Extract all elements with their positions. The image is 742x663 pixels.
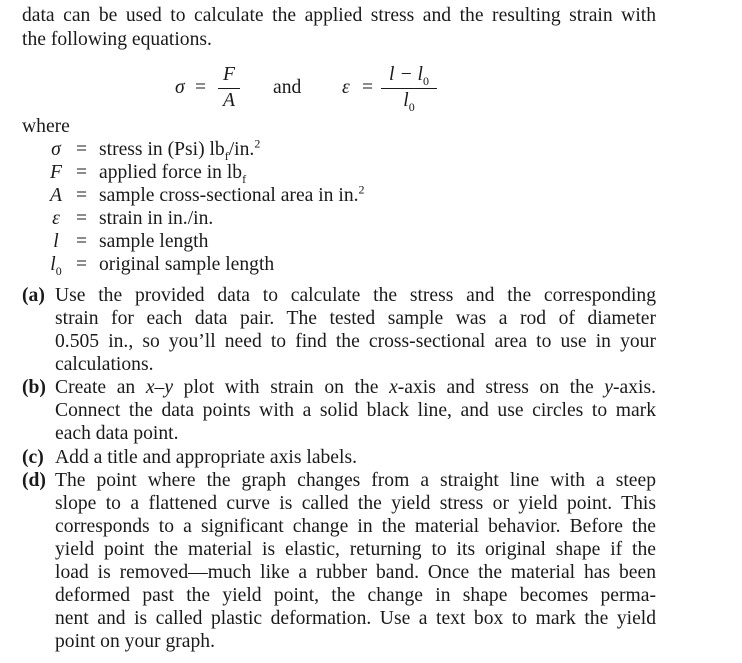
def-symbol: F <box>50 162 62 183</box>
eq-equals-1: = <box>195 77 207 98</box>
part-a-label: (a) <box>22 285 45 306</box>
eq-and-text: and <box>273 77 302 98</box>
def-symbol: l <box>53 231 59 252</box>
eq-equals-2: = <box>362 77 374 98</box>
eq-strain-fraction <box>381 63 437 112</box>
def-text: sample length <box>99 231 209 252</box>
def-symbol: $l_0$ <box>50 254 62 278</box>
def-text: applied force in $lb_f$ <box>99 162 247 186</box>
part-d-line: The point where the graph changes from a straight line with a steep <box>55 470 656 491</box>
part-a-line: calculations. <box>55 354 154 375</box>
part-b-label: (b) <box>22 377 46 398</box>
def-text: strain in in./in. <box>99 208 214 229</box>
part-d-label: (d) <box>22 470 46 491</box>
def-text: sample cross-sectional area in in.$^2$ <box>99 182 365 206</box>
intro-line-1: data can be used to calculate the applied stress and the resulting strain with <box>22 5 656 26</box>
part-d-line: nent and is called plastic deformation. Use a text box to mark the yield <box>55 608 656 629</box>
eq-strain-denominator: $l_0$ <box>403 89 415 114</box>
eq-strain-numerator: $l - l_0$ <box>389 64 429 88</box>
part-d-line: deformed past the yield point, the change in shape becomes perma- <box>55 585 656 606</box>
where-label: where <box>22 116 70 137</box>
def-symbol: ε <box>52 208 60 229</box>
part-d-line: corresponds to a significant change in the material behavior. Before the <box>55 516 656 537</box>
part-d-line: slope to a flattened curve is called the yield stress or yield point. This <box>55 493 656 514</box>
def-symbol: A <box>50 185 62 206</box>
intro-line-2: the following equations. <box>22 29 212 50</box>
part-d-line: yield point the material is elastic, returning to its original shape if the <box>55 539 656 560</box>
part-c-line: Add a title and appropriate axis labels. <box>55 447 357 468</box>
part-a-line: 0.505 in., so you’ll need to find the cross-sectional area to use in your <box>55 331 656 352</box>
part-b-line: Create an x–y plot with strain on the x-axis and stress on the y-axis. <box>55 377 656 398</box>
part-d-line: load is removed—much like a rubber band. Once the material has been <box>55 562 656 583</box>
part-b-line: Connect the data points with a solid black line, and use circles to mark <box>55 400 656 421</box>
eq-epsilon-symbol: ε <box>342 77 350 98</box>
eq-denominator-A: A <box>223 89 235 111</box>
part-a-line: Use the provided data to calculate the stress and the corresponding <box>55 285 656 306</box>
part-c-label: (c) <box>22 447 44 468</box>
part-a-line: strain for each data pair. The tested sample was a rod of diameter <box>55 308 656 329</box>
eq-sigma-symbol: σ <box>175 77 185 98</box>
def-text: original sample length <box>99 254 275 275</box>
eq-numerator-F: F <box>223 64 235 85</box>
eq-stress-fraction <box>218 63 240 112</box>
part-b-line: each data point. <box>55 423 179 444</box>
part-d-line: point on your graph. <box>55 631 215 652</box>
def-text: stress in (Psi) $lb_f/in.^2$ <box>99 136 261 163</box>
def-symbol: σ <box>51 139 61 160</box>
